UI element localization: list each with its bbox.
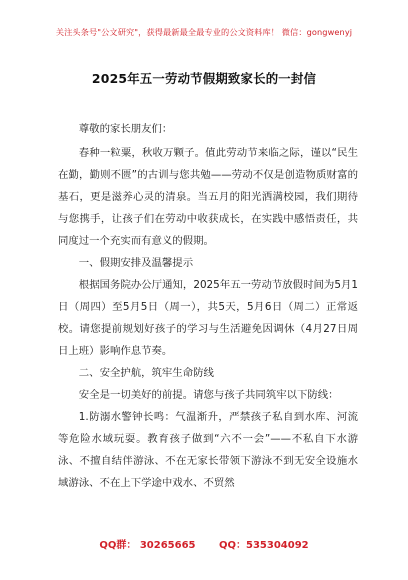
qq-number-text: QQ：535304092 [219,540,309,551]
section-heading-holiday: 一、假期安排及温馨提示 [78,257,194,269]
page-title: 2025年五一劳动节假期致家长的一封信 [91,71,317,86]
letter-body [58,118,358,494]
greeting: 尊敬的家长朋友们： [78,123,173,135]
paragraph-drowning: 1.防溺水警钟长鸣：气温渐升，严禁孩子私自到水库、河流等危险水域玩耍。教育孩子做到“六不一会”——不私自下水游泳、不擅自结伴游泳、不在无家长带领下游泳不到无安全设施水域游泳、不在上下学途中戏水、不贸然 [58,411,358,489]
section-heading-safety: 二、安全护航，筑牢生命防线 [78,367,214,379]
paragraph-safety-intro: 安全是一切美好的前提。请您与孩子共同筑牢以下防线： [78,389,339,401]
qq-group-text: QQ群： 30265665 [99,540,196,551]
contact-footer [0,536,408,551]
promo-banner: 关注头条号"公文研究"，获得最新最全最专业的公文资料库！ 微信：gongwenyj [55,27,353,37]
paragraph-holiday: 根据国务院办公厅通知，2025年五一劳动节放假时间为5月1日（周四）至5月5日（周一），共5天，5月6日（周二）正常返校。请您提前规划好孩子的学习与生活避免因调休（4月27日周日上班）影响作息节奏。 [58,279,358,357]
paragraph-intro: 春种一粒粟，秋收万颗子。值此劳动节来临之际，谨以“民生在勤，勤则不匮”的古训与您共勉——劳动不仅是创造物质财富的基石，更是滋养心灵的清泉。当五月的阳光洒满校园，我们期待与您携手，让孩子们在劳动中收获成长，在实践中感悟责任，共同度过一个充实而有意义的假期。 [58,147,358,247]
